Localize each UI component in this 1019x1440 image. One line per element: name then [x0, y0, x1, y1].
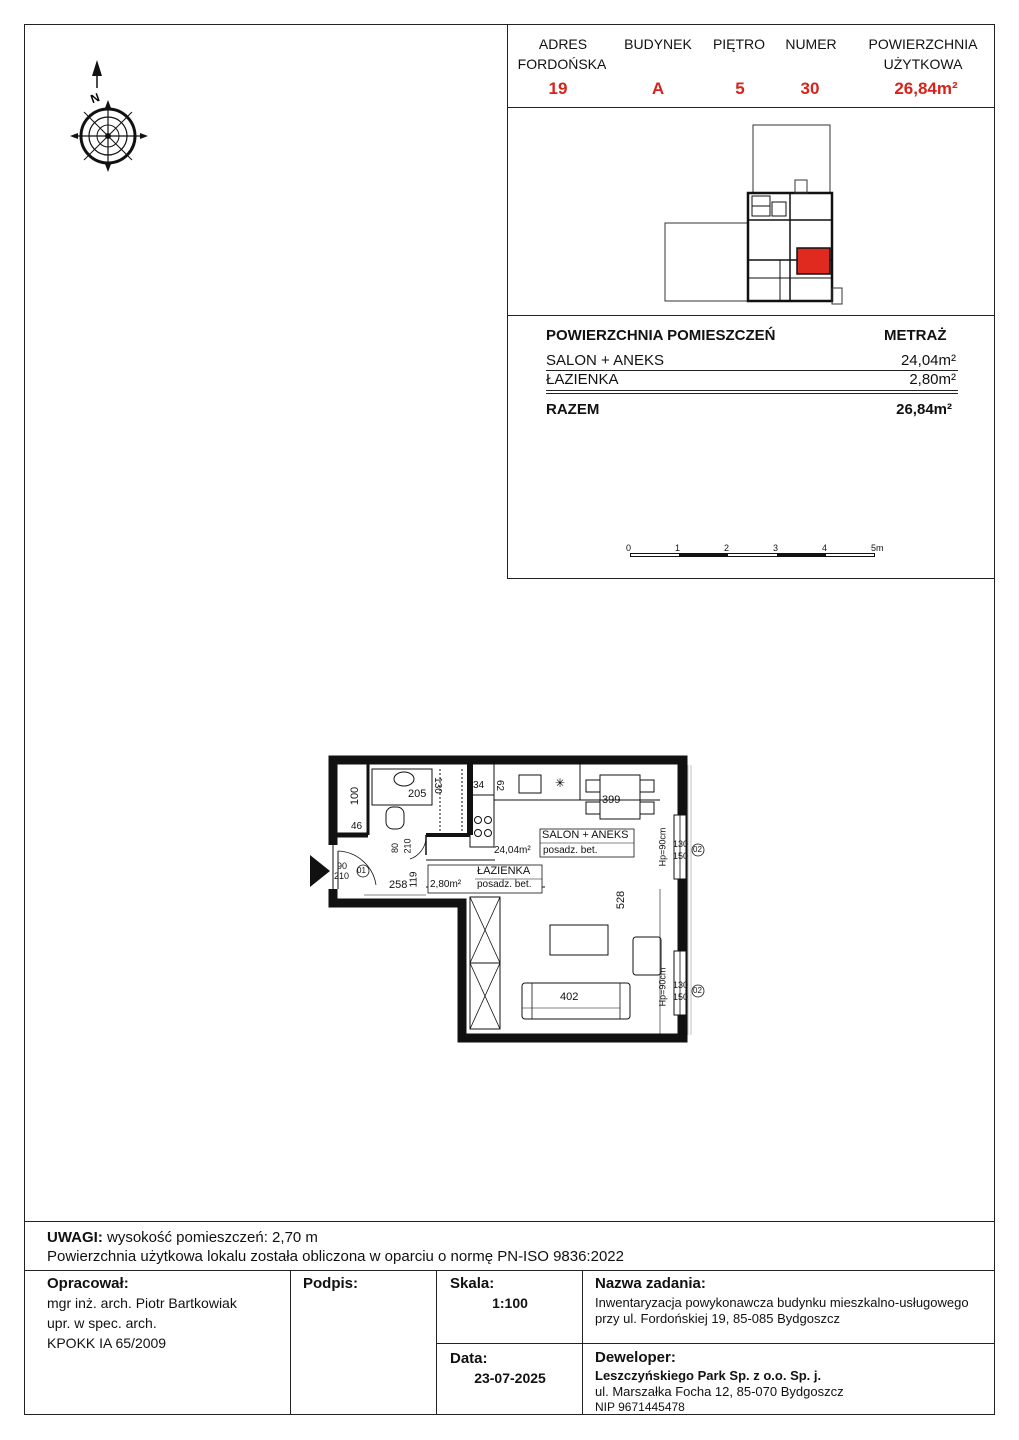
north-compass-icon — [62, 58, 158, 182]
window2-dim-a: 130 — [673, 980, 689, 990]
door-tag: 01 — [357, 866, 366, 875]
metraz-label: METRAŻ — [884, 327, 947, 344]
powierzchnia-label: POWIERZCHNIA — [868, 36, 978, 52]
opracowal-label: Opracował: — [47, 1275, 129, 1292]
norm-note: Powierzchnia użytkowa lokalu została obliczona w oparciu o normę PN-ISO 9836:2022 — [47, 1248, 624, 1265]
scale-tick: 4 — [822, 543, 828, 553]
dim-80: 80 — [390, 842, 401, 854]
pietro-label: PIĘTRO — [712, 36, 766, 52]
lazienka-floor: posadz. bet. — [477, 879, 532, 890]
room-name-salon: SALON + ANEKS — [546, 352, 664, 369]
numer-value: 30 — [800, 79, 820, 98]
salon-floor: posadz. bet. — [543, 845, 598, 856]
pietro-value: 5 — [735, 79, 745, 98]
salon-area: 24,04m² — [494, 845, 531, 856]
window2-dim-b: 150 — [673, 992, 689, 1002]
nazwa-line: Inwentaryzacja powykonawcza budynku mieszkalno-usługowego — [595, 1295, 969, 1310]
data-value: 23-07-2025 — [474, 1370, 546, 1386]
scale-tick: 3 — [773, 543, 779, 553]
scale-tick: 2 — [724, 543, 730, 553]
budynek-value: A — [651, 79, 665, 98]
street-label: FORDOŃSKA — [517, 56, 607, 72]
dim-62: 62 — [494, 779, 506, 792]
room-area-lazienka: 2,80m² — [909, 371, 956, 388]
author-line: KPOKK IA 65/2009 — [47, 1335, 167, 1351]
author-line: mgr inż. arch. Piotr Bartkowiak — [47, 1295, 237, 1311]
dim-100: 100 — [349, 786, 362, 806]
svg-text:✳: ✳ — [555, 776, 566, 790]
adres-value: 19 — [548, 79, 568, 98]
deweloper-label: Deweloper: — [595, 1349, 676, 1366]
uwagi-label: UWAGI: — [47, 1229, 103, 1246]
adres-label: ADRES — [538, 36, 588, 52]
window1-dim-b: 150 — [673, 851, 689, 861]
dim-528: 528 — [615, 890, 628, 910]
skala-label: Skala: — [450, 1275, 495, 1292]
svg-text:N: N — [88, 90, 102, 107]
window1-dim-a: 130 — [673, 839, 689, 849]
dim-205: 205 — [408, 788, 427, 800]
deweloper-line: ul. Marszałka Focha 12, 85-070 Bydgoszcz — [595, 1384, 844, 1399]
room-area-salon: 24,04m² — [900, 352, 956, 369]
skala-value: 1:100 — [492, 1295, 528, 1311]
dim-210a: 210 — [402, 838, 413, 854]
room-name-lazienka: ŁAZIENKA — [546, 371, 619, 388]
lazienka-label: ŁAZIENKA — [477, 865, 531, 877]
uwagi-note — [47, 1229, 318, 1246]
nazwa-line: przy ul. Fordońskiej 19, 85-085 Bydgoszcz — [595, 1311, 840, 1326]
salon-label: SALON + ANEKS — [542, 829, 629, 841]
dim-258: 258 — [389, 879, 408, 891]
dim-34: 34 — [473, 780, 485, 791]
dim-119: 119 — [408, 871, 420, 888]
key-plan — [660, 120, 850, 306]
dim-399: 399 — [602, 794, 621, 806]
scale-tick: 0 — [626, 543, 632, 553]
scale-tick: 5m — [871, 543, 884, 553]
dim-210b: 210 — [334, 871, 350, 881]
dim-130: 130 — [431, 777, 443, 794]
deweloper-name: Leszczyńskiego Park Sp. z o.o. Sp. j. — [595, 1368, 822, 1383]
dim-46: 46 — [351, 821, 363, 832]
window2-tag: 02 — [693, 986, 702, 995]
author-line: upr. w spec. arch. — [47, 1315, 157, 1331]
dim-90: 90 — [337, 861, 348, 871]
lazienka-area: 2,80m² — [430, 879, 462, 890]
deweloper-line: NIP 9671445478 — [595, 1400, 685, 1414]
uwagi-text: wysokość pomieszczeń: 2,70 m — [107, 1229, 318, 1246]
uzytkowa-label: UŻYTKOWA — [883, 56, 963, 72]
rooms-title: POWIERZCHNIA POMIESZCZEŃ — [546, 327, 776, 344]
scale-tick: 1 — [675, 543, 681, 553]
window1-height: Hp=90cm — [657, 827, 668, 867]
total-value: 26,84m² — [896, 401, 952, 418]
entrance-arrow-icon — [310, 855, 330, 887]
data-label: Data: — [450, 1350, 488, 1367]
window1-tag: 02 — [693, 845, 702, 854]
dim-402: 402 — [560, 991, 579, 1003]
powierzchnia-value: 26,84m² — [894, 79, 958, 98]
scale-bar — [625, 543, 895, 567]
numer-label: NUMER — [785, 36, 837, 52]
total-label: RAZEM — [546, 401, 600, 418]
nazwa-label: Nazwa zadania: — [595, 1275, 706, 1292]
podpis-label: Podpis: — [303, 1275, 358, 1292]
window2-height: Hp=90cm — [657, 967, 668, 1007]
budynek-label: BUDYNEK — [624, 36, 692, 52]
